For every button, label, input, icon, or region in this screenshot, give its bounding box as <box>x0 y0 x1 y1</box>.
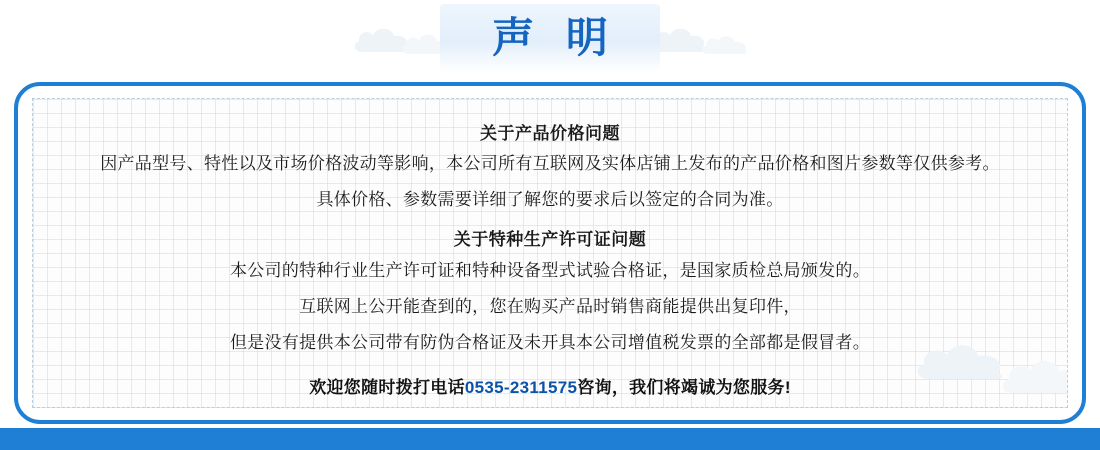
phone-number[interactable]: 0535-2311575 <box>464 377 578 397</box>
cloud-icon <box>700 32 752 56</box>
bottom-accent-bar <box>0 428 1100 450</box>
section-line: 具体价格、参数需要详细了解您的要求后以签定的合同为准。 <box>316 189 784 209</box>
section-line: 但是没有提供本公司带有防伪合格证及未开具本公司增值税发票的全部都是假冒者。 <box>229 332 871 352</box>
contact-suffix: 咨询，我们将竭诚为您服务! <box>577 377 791 397</box>
statement-frame <box>14 82 1086 424</box>
statement-content <box>33 99 1067 398</box>
section-line: 互联网上公开能查到的，您在购买产品时销售商能提供出复印件， <box>299 296 801 316</box>
page-title: 声 明 <box>492 14 618 61</box>
title-area <box>0 0 1100 80</box>
contact-prefix: 欢迎您随时拨打电话 <box>309 377 465 397</box>
section-line: 因产品型号、特性以及市场价格波动等影响，本公司所有互联网及实体店铺上发布的产品价格和图片参数等仅供参考。 <box>100 154 1000 173</box>
contact-line <box>59 373 1041 398</box>
section-heading-price: 关于产品价格问题 <box>480 124 620 143</box>
section-heading-license: 关于特种生产许可证问题 <box>453 229 647 249</box>
title-badge <box>440 4 660 72</box>
statement-inner-panel <box>32 98 1068 408</box>
section-line: 本公司的特种行业生产许可证和特种设备型式试验合格证，是国家质检总局颁发的。 <box>229 260 871 280</box>
